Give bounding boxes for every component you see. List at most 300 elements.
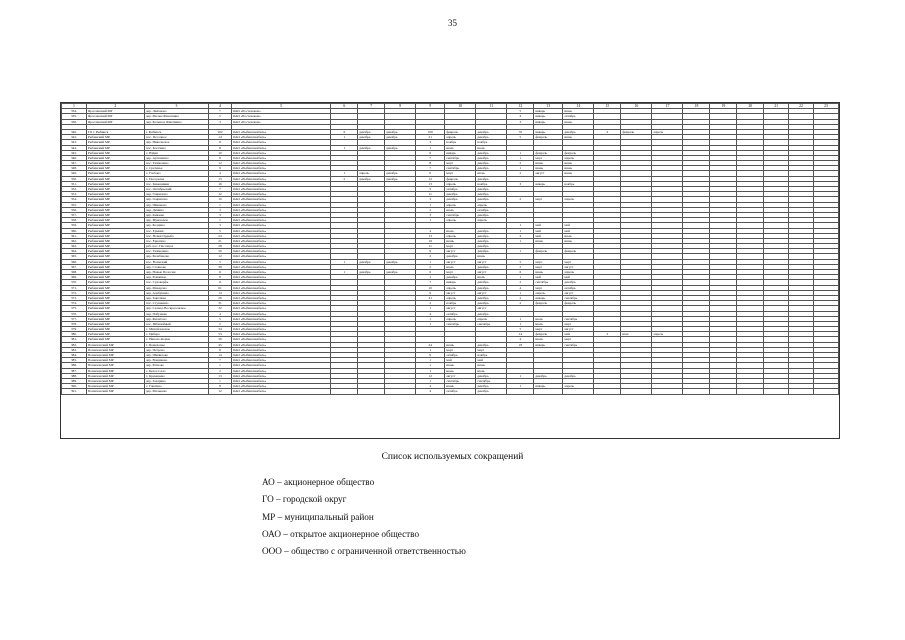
table-cell: 7 [209, 358, 232, 363]
table-cell: 3 [209, 207, 232, 212]
table-cell: дер. Филатово [144, 316, 208, 321]
table-cell [594, 389, 621, 394]
table-cell: декабрь [385, 259, 416, 264]
table-cell: пос. Ступанино [144, 301, 208, 306]
table-cell: июль [445, 264, 476, 269]
table-cell: 10 [209, 197, 232, 202]
table-cell: декабрь [563, 280, 594, 285]
table-cell: сентябрь [563, 316, 594, 321]
column-header: 13 [534, 104, 563, 109]
table-cell: ОАО «Рыбинсккабель» [231, 223, 330, 228]
table-cell: 367. [62, 264, 87, 269]
table-cell: 5 [209, 259, 232, 264]
table-cell: 3 [416, 197, 445, 202]
table-cell: август [476, 306, 507, 311]
table-cell: 2 [209, 368, 232, 373]
table-cell: Рыбинский МР [86, 327, 144, 332]
table-cell: декабрь [476, 238, 507, 243]
table-cell: 1 [507, 321, 534, 326]
table-cell: 1 [416, 145, 445, 150]
table-cell: 11 [416, 192, 445, 197]
table-cell: 352. [62, 187, 87, 192]
table-cell: 382. [62, 342, 87, 347]
table-cell: июнь [563, 119, 594, 124]
table-cell: 376. [62, 311, 87, 316]
table-cell: 1 [416, 347, 445, 352]
table-cell: июнь [563, 166, 594, 171]
table-cell: ОАО «Рыбинсккабель» [231, 363, 330, 368]
table-cell: 8 [209, 145, 232, 150]
table-cell: 379. [62, 327, 87, 332]
table-cell: декабрь [358, 135, 385, 140]
table-cell: дер. Шашково [144, 202, 208, 207]
table-cell: апрель [563, 155, 594, 160]
table-cell: 11 [209, 270, 232, 275]
page-number: 35 [448, 18, 457, 28]
table-cell: июнь [445, 238, 476, 243]
table-cell: октябрь [563, 114, 594, 119]
table-cell: 32 [209, 306, 232, 311]
table-cell: май [445, 358, 476, 363]
table-cell: 21 [416, 135, 445, 140]
table-cell: октябрь [445, 389, 476, 394]
table-cell: Пошехонский МР [86, 347, 144, 352]
table-cell: декабрь [476, 301, 507, 306]
table-cell: 4 [507, 285, 534, 290]
table-cell: 1 [416, 316, 445, 321]
table-cell: 12 [416, 176, 445, 181]
table-cell: 4 [416, 389, 445, 394]
table-cell: 3 [416, 212, 445, 217]
table-cell: декабрь [445, 254, 476, 259]
table-cell: 1 [507, 290, 534, 295]
table-cell: дер. Новые Полоски [144, 270, 208, 275]
table-cell: Пошехонский МР [86, 342, 144, 347]
table-cell: ОАО «Рыбинсккабель» [231, 218, 330, 223]
table-cell: 31 [209, 301, 232, 306]
table-cell: сентябрь [445, 321, 476, 326]
table-cell: апрель [652, 332, 683, 337]
table-cell: август [534, 171, 563, 176]
table-cell: 7 [209, 109, 232, 114]
table-cell: август [445, 306, 476, 311]
table-cell: дер. Заволжье [144, 295, 208, 300]
table-cell: март [445, 244, 476, 249]
table-cell: Рыбинский МР [86, 311, 144, 316]
table-cell: май [534, 233, 563, 238]
table-cell: ноябрь [476, 140, 507, 145]
table-cell: июнь [476, 363, 507, 368]
table-cell: Рыбинский МР [86, 259, 144, 264]
table-cell: 385. [62, 358, 87, 363]
table-cell: март [563, 321, 594, 326]
table-cell: 1 [331, 270, 358, 275]
table-cell: ОАО «Рыбинсккабель» [231, 342, 330, 347]
table-cell: с. Михайловское [144, 327, 208, 332]
column-header: 15 [594, 104, 621, 109]
table-cell: 106 [416, 129, 445, 134]
table-cell: ОАО «Рыбинсккабель» [231, 316, 330, 321]
table-cell: ОАО «Ростелеком» [231, 109, 330, 114]
table-cell: 2 [416, 207, 445, 212]
table-cell: пос. Ерюгино [144, 238, 208, 243]
data-table-container [60, 102, 840, 439]
table-cell: февраль [563, 249, 594, 254]
table-cell: 1 [209, 378, 232, 383]
column-header: 17 [652, 104, 683, 109]
table-cell: Рыбинский МР [86, 249, 144, 254]
table-cell: Рыбинский МР [86, 306, 144, 311]
table-cell: с. Циберо [144, 332, 208, 337]
column-header: 22 [789, 104, 814, 109]
table-cell: 2 [209, 321, 232, 326]
table-cell: январь [534, 181, 563, 186]
table-cell: дер. Вощиково [144, 358, 208, 363]
table-cell: Пошехонский МР [86, 389, 144, 394]
table-cell: 30 [209, 249, 232, 254]
table-cell: 14 [507, 332, 534, 337]
table-cell: пос. Тихменево [144, 161, 208, 166]
table-cell: ОАО «Рыбинсккабель» [231, 290, 330, 295]
abbreviations-title: Список используемых сокращений [381, 452, 524, 462]
table-cell: 343. [62, 140, 87, 145]
table-cell: июль [534, 321, 563, 326]
table-cell: 378. [62, 321, 87, 326]
table-cell: декабрь [476, 155, 507, 160]
table-cell: 1 [416, 358, 445, 363]
table-cell: 4 [507, 114, 534, 119]
table-cell: октябрь [445, 311, 476, 316]
table-cell: апрель [445, 135, 476, 140]
table-cell: 1 [507, 155, 534, 160]
column-header: 14 [563, 104, 594, 109]
table-cell: 7 [416, 155, 445, 160]
table-cell: 1 [507, 316, 534, 321]
table-cell: 19 [416, 238, 445, 243]
table-cell: Рыбинский МР [86, 187, 144, 192]
table-cell: ОАО «Рыбинсккабель» [231, 295, 330, 300]
table-cell: Рыбинский МР [86, 254, 144, 259]
table-cell: 13 [416, 233, 445, 238]
table-cell: июнь [563, 135, 594, 140]
table-cell: 1 [416, 259, 445, 264]
table-cell: март [534, 155, 563, 160]
table-cell: июнь [563, 109, 594, 114]
table-cell: ОАО «Рыбинсккабель» [231, 166, 330, 171]
table-cell [563, 389, 594, 394]
table-cell: Рыбинский МР [86, 332, 144, 337]
table-cell: дер. Пабушево [144, 311, 208, 316]
table-cell: 391. [62, 389, 87, 394]
table-cell: август [445, 373, 476, 378]
table-cell: 381. [62, 337, 87, 342]
table-cell: 5 [507, 327, 534, 332]
table-cell: ноябрь [445, 140, 476, 145]
table-cell: 1 [416, 378, 445, 383]
abbreviations-list [262, 474, 682, 560]
table-cell: июнь [534, 238, 563, 243]
table-cell: ОАО «Рыбинсккабель» [231, 389, 330, 394]
table-cell: пос. Новая Ордыба [144, 233, 208, 238]
table-cell: 368. [62, 270, 87, 275]
table-cell: 1 [331, 135, 358, 140]
table-cell: ОАО «Рыбинсккабель» [231, 327, 330, 332]
table-cell: декабрь [476, 212, 507, 217]
table-cell: декабрь [476, 228, 507, 233]
column-header: 23 [813, 104, 838, 109]
table-cell: пос. Октябрьский [144, 187, 208, 192]
table-cell: 1 [507, 384, 534, 389]
column-header: 7 [358, 104, 385, 109]
table-cell: декабрь [476, 389, 507, 394]
table-cell: 375. [62, 306, 87, 311]
table-cell: сентябрь [445, 378, 476, 383]
table-cell: 5 [209, 316, 232, 321]
table-cell: апрель [445, 295, 476, 300]
table-cell: апрель [476, 316, 507, 321]
table-cell: апрель [534, 290, 563, 295]
table-cell: 389. [62, 378, 87, 383]
table-cell: дер. Князево [144, 212, 208, 217]
table-cell: ОАО «Рыбинсккабель» [231, 332, 330, 337]
table-cell: 45 [209, 342, 232, 347]
table-cell: пос. Песочное [144, 135, 208, 140]
table-cell: ОАО «Рыбинсккабель» [231, 212, 330, 217]
table-cell: 386. [62, 363, 87, 368]
table-cell: июль [476, 171, 507, 176]
table-cell: 344. [62, 145, 87, 150]
table-cell: ОАО «Рыбинсккабель» [231, 202, 330, 207]
table-cell: Рыбинский МР [86, 238, 144, 243]
table-cell: Рыбинский МР [86, 295, 144, 300]
table-cell: январь [534, 384, 563, 389]
table-cell: дер. Гаврилово [144, 192, 208, 197]
table-cell: сентябрь [476, 321, 507, 326]
abbreviation-item: АО – акционерное общество [262, 477, 375, 487]
column-header: 20 [737, 104, 764, 109]
table-cell: декабрь [385, 176, 416, 181]
table-cell: ОАО «Рыбинсккабель» [231, 373, 330, 378]
table-cell: 346. [62, 155, 87, 160]
table-cell: декабрь [476, 161, 507, 166]
column-header: 12 [507, 104, 534, 109]
table-cell: 11 [209, 140, 232, 145]
table-cell: Рыбинский МР [86, 207, 144, 212]
table-cell: 357. [62, 212, 87, 217]
table-cell [764, 389, 789, 394]
table-cell: 350. [62, 176, 87, 181]
table-cell: 360. [62, 228, 87, 233]
table-cell: июль [534, 316, 563, 321]
table-cell: 5 [416, 187, 445, 192]
table-cell: 365. [62, 254, 87, 259]
table-cell: ОАО «Рыбинсккабель» [231, 140, 330, 145]
table-cell: март [563, 259, 594, 264]
table-cell: 1 [507, 373, 534, 378]
table-cell: ОАО «Рыбинсккабель» [231, 270, 330, 275]
table-cell: 9 [416, 353, 445, 358]
table-cell: дер. Мальцево [144, 389, 208, 394]
table-cell: ОАО «Рыбинсккабель» [231, 155, 330, 160]
table-cell: декабрь [476, 295, 507, 300]
table-cell: июль [445, 207, 476, 212]
table-cell: 1 [416, 218, 445, 223]
table-cell: август [563, 327, 594, 332]
table-cell: 0 [416, 171, 445, 176]
table-cell: 13 [209, 176, 232, 181]
table-cell: 373. [62, 295, 87, 300]
table-cell: ОАО «Рыбинсккабель» [231, 129, 330, 134]
abbreviation-item: ООО – общество с ограниченной ответственностью [262, 546, 466, 557]
table-cell: 358. [62, 218, 87, 223]
table-cell: 353. [62, 192, 87, 197]
table-cell: 5 [507, 259, 534, 264]
abbreviation-item: ОАО – открытое акционерное общество [262, 528, 420, 539]
table-cell [737, 389, 764, 394]
table-cell: Рыбинский МР [86, 150, 144, 155]
table-cell: ноябрь [476, 353, 507, 358]
table-cell: 14 [209, 353, 232, 358]
table-cell: ОАО «Рыбинсккабель» [231, 264, 330, 269]
table-cell: Ярославский МР [86, 119, 144, 124]
table-cell: Рыбинский МР [86, 223, 144, 228]
table-cell: 1 [507, 166, 534, 171]
column-header: 1 [62, 104, 87, 109]
table-cell: Рыбинский МР [86, 176, 144, 181]
table-cell: пос. Волжский [144, 259, 208, 264]
table-cell: дер. Жуковское [144, 218, 208, 223]
table-cell [507, 389, 534, 394]
table-cell: Рыбинский МР [86, 171, 144, 176]
table-cell: апрель [652, 129, 683, 134]
table-cell: дер. Макарово [144, 285, 208, 290]
table-cell: дер. Стояново [144, 264, 208, 269]
table-cell: ОАО «Рыбинсккабель» [231, 192, 330, 197]
table-cell: декабрь [476, 264, 507, 269]
table-cell: июль [476, 368, 507, 373]
table-cell: 6 [416, 150, 445, 155]
table-cell: Рыбинский МР [86, 321, 144, 326]
table-cell: февраль [563, 150, 594, 155]
table-cell: 340. [62, 129, 87, 134]
table-cell: ОАО «Рыбинсккабель» [231, 181, 330, 186]
table-cell: 1 [507, 150, 534, 155]
table-cell: декабрь [476, 280, 507, 285]
table-cell: 354. [62, 197, 87, 202]
table-cell: май [563, 332, 594, 337]
table-cell: 4 [507, 233, 534, 238]
table-cell: Рыбинский МР [86, 228, 144, 233]
table-cell: июль [534, 337, 563, 342]
table-cell: 3 [209, 223, 232, 228]
table-cell: дер. Петрово [144, 347, 208, 352]
table-cell: июль [476, 145, 507, 150]
table-cell: июль [445, 228, 476, 233]
table-cell: ОАО «Рыбинсккабель» [231, 259, 330, 264]
table-cell: апрель [358, 171, 385, 176]
table-cell: Рыбинский МР [86, 280, 144, 285]
table-cell: ноябрь [445, 301, 476, 306]
table-cell: 53 [209, 332, 232, 337]
table-cell: июнь [445, 363, 476, 368]
table-cell: пос. Судоверфь [144, 280, 208, 285]
table-cell: август [563, 264, 594, 269]
table-cell: 1 [416, 363, 445, 368]
table-cell: пос. Костяево [144, 145, 208, 150]
table-cell: г. Рыбинск [144, 129, 208, 134]
table-cell: 348. [62, 166, 87, 171]
table-cell: декабрь [476, 244, 507, 249]
table-cell: 356. [62, 207, 87, 212]
table-cell: Рыбинский МР [86, 264, 144, 269]
table-cell: ОАО «Рыбинсккабель» [231, 238, 330, 243]
table-cell: ОАО «Рыбинсккабель» [231, 337, 330, 342]
table-cell: дер. Никольское [144, 140, 208, 145]
table-cell: дер. Большое Фиалшино [144, 119, 208, 124]
table-cell [789, 389, 814, 394]
table-cell: 1 [209, 202, 232, 207]
table-cell: 18 [507, 342, 534, 347]
table-cell: дер. Демино [144, 207, 208, 212]
table-cell: дер. Шипилово [144, 353, 208, 358]
table-cell: 162 [209, 129, 232, 134]
table-cell: март [445, 171, 476, 176]
table-cell: Рыбинский МР [86, 233, 144, 238]
table-cell: 377. [62, 316, 87, 321]
table-cell: Рыбинский МР [86, 135, 144, 140]
table-cell: апрель [476, 218, 507, 223]
table-cell: с. Погорелка [144, 176, 208, 181]
table-cell: дер. Ромашки [144, 275, 208, 280]
table-cell [534, 389, 563, 394]
table-cell: Рыбинский МР [86, 218, 144, 223]
table-cell: декабрь [534, 373, 563, 378]
table-cell: 2 [507, 295, 534, 300]
table-cell: 2 [507, 264, 534, 269]
table-cell: 11 [416, 244, 445, 249]
table-cell: ОАО «Рыбинсккабель» [231, 311, 330, 316]
table-cell: декабрь [563, 129, 594, 134]
table-cell: май [476, 358, 507, 363]
table-cell: 370. [62, 280, 87, 285]
table-cell: 6 [507, 270, 534, 275]
table-cell: ОАО «Рыбинсккабель» [231, 233, 330, 238]
table-cell: ОАО «Рыбинсккабель» [231, 285, 330, 290]
table-cell: 3 [594, 332, 621, 337]
table-cell: декабрь [476, 311, 507, 316]
table-cell: октябрь [563, 285, 594, 290]
table-cell: 1 [507, 249, 534, 254]
table-cell: 1 [209, 218, 232, 223]
column-header: 19 [710, 104, 737, 109]
table-cell: апрель [445, 202, 476, 207]
table-cell: март [534, 197, 563, 202]
table-cell: 369. [62, 275, 87, 280]
data-table [61, 103, 839, 395]
table-cell: 6 [331, 129, 358, 134]
table-cell: 1 [331, 259, 358, 264]
table-cell: август [563, 290, 594, 295]
table-cell: 12 [209, 389, 232, 394]
table-cell: 1 [416, 306, 445, 311]
table-cell: 6 [416, 270, 445, 275]
table-cell: 2 [331, 176, 358, 181]
table-cell: Ярославский МР [86, 114, 144, 119]
table-cell: 359. [62, 223, 87, 228]
table-cell: ОАО «Рыбинсккабель» [231, 249, 330, 254]
table-cell: 349. [62, 171, 87, 176]
table-cell: 1 [416, 275, 445, 280]
